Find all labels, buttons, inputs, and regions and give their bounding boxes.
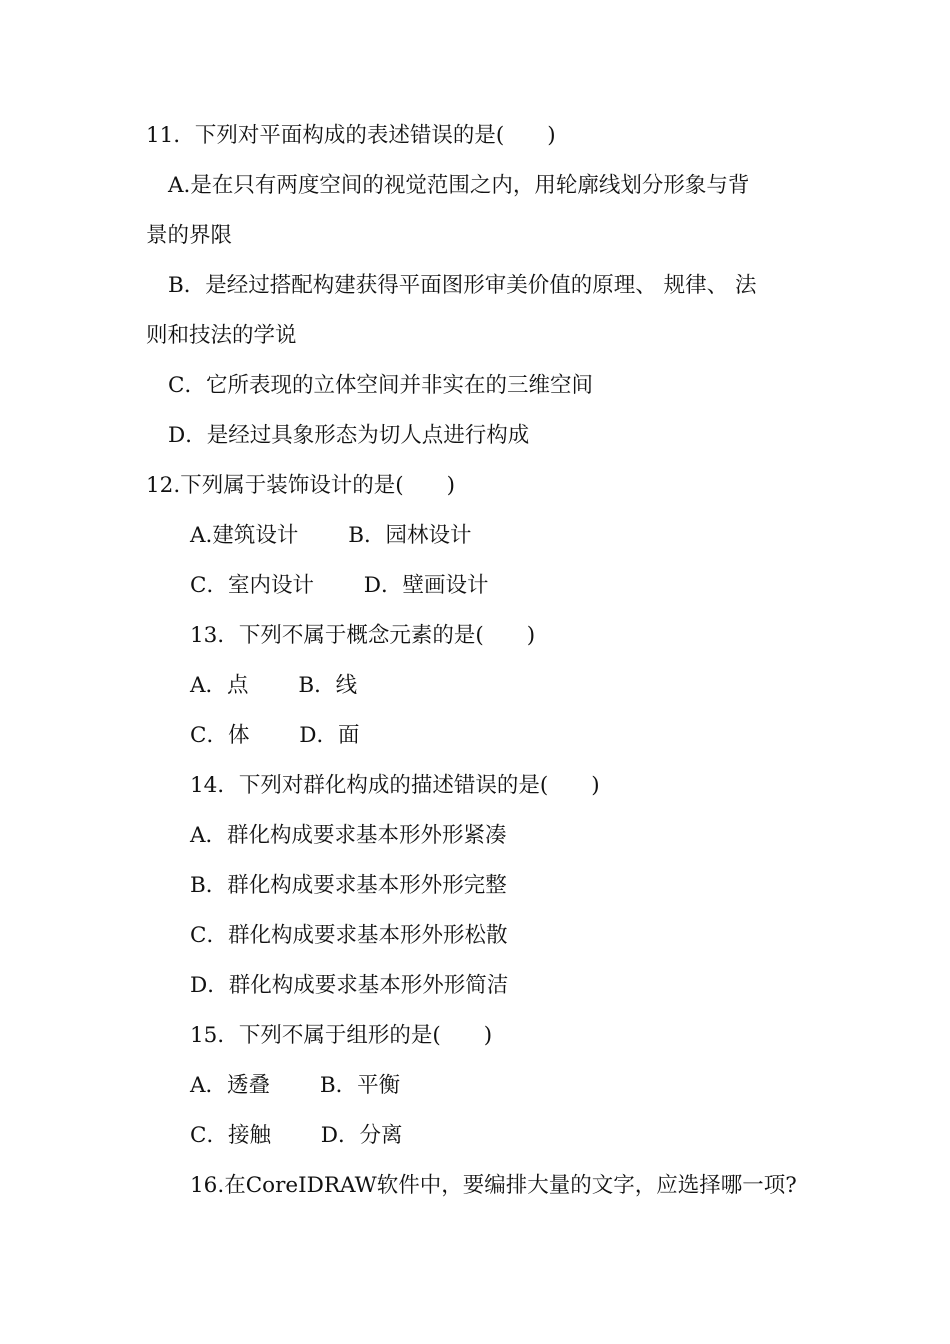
question-13-options-row-2: C．体 D．面	[190, 723, 360, 748]
question-11-option-d: D．是经过具象形态为切人点进行构成	[168, 423, 530, 448]
question-11-option-b-continued: 则和技法的学说	[146, 323, 297, 348]
question-14-option-b: B．群化构成要求基本形外形完整	[190, 873, 507, 898]
question-11-option-b: B．是经过搭配构建获得平面图形审美价值的原理、 规律、 法	[168, 273, 757, 298]
question-15-options-row-2: C．接触 D．分离	[190, 1123, 403, 1148]
question-12-options-row-2: C．室内设计 D．壁画设计	[190, 573, 489, 598]
question-14-option-a: A．群化构成要求基本形外形紧凑	[190, 823, 507, 848]
question-15-options-row-1: A．透叠 B．平衡	[190, 1073, 401, 1098]
question-12-stem: 12.下列属于装饰设计的是( )	[146, 473, 455, 498]
question-14-option-d: D．群化构成要求基本形外形简洁	[190, 973, 509, 998]
question-14-option-c: C．群化构成要求基本形外形松散	[190, 923, 508, 948]
question-12-options-row-1: A.建筑设计 B．园林设计	[190, 523, 472, 548]
question-11-option-a: A.是在只有两度空间的视觉范围之内，用轮廓线划分形象与背	[168, 173, 750, 198]
question-11-option-a-continued: 景的界限	[146, 223, 233, 248]
question-13-options-row-1: A．点 B．线	[190, 673, 358, 698]
question-14-stem: 14．下列对群化构成的描述错误的是( )	[190, 773, 600, 798]
question-11-stem: 11．下列对平面构成的表述错误的是( )	[146, 123, 556, 148]
question-11-option-c: C．它所表现的立体空间并非实在的三维空间	[168, 373, 593, 398]
question-15-stem: 15．下列不属于组形的是( )	[190, 1023, 493, 1048]
question-16-stem: 16.在CoreIDRAW软件中，要编排大量的文字，应选择哪一项?	[190, 1173, 797, 1198]
question-13-stem: 13．下列不属于概念元素的是( )	[190, 623, 536, 648]
